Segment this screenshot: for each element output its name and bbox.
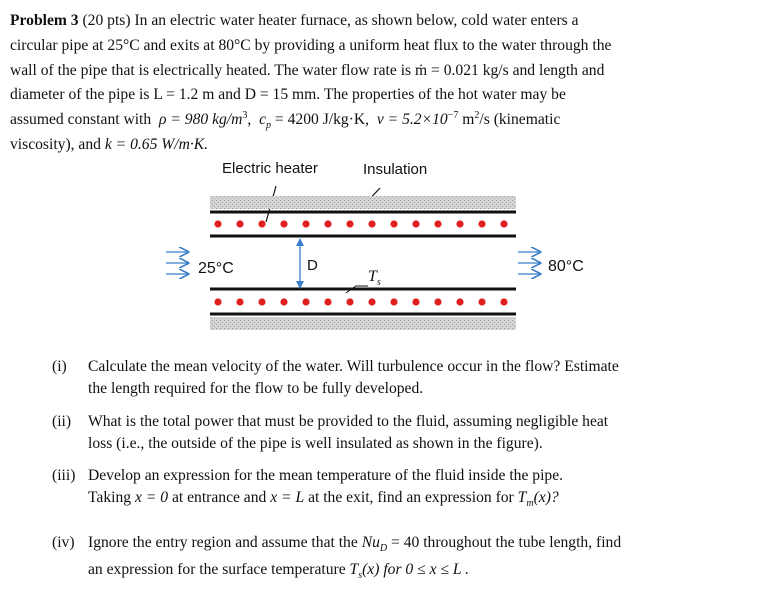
conductivity-value: k = 0.65 W/m·K. [104, 135, 209, 153]
q4-ts-symbol: T [349, 561, 359, 578]
heater-dot [412, 298, 419, 305]
viscosity-unit-exponent: 2 [474, 110, 480, 121]
heater-dot [500, 220, 507, 227]
question-iv [52, 529, 732, 583]
viscosity-tail: /s (kinematic [479, 111, 561, 129]
heater-dot [368, 298, 375, 305]
q3-text-a: Taking [88, 489, 132, 506]
question-iii [52, 465, 732, 509]
heater-dot [236, 220, 243, 227]
heater-dot [456, 298, 463, 305]
top-heater-dots [214, 220, 507, 227]
q3-text-c: at entrance and [171, 489, 267, 506]
properties-intro: assumed constant with [10, 111, 152, 129]
outlet-temperature: 80°C [548, 258, 584, 275]
statement-text-6: viscosity), and [10, 135, 101, 153]
q3-tm-subscript: m [526, 498, 534, 510]
statement-line-5: assumed constant with ρ = 980 $kg/m^3$, $c_p = 4200$ J/kg·K, $\nu = 5.2\times 10^{-7}$ $m^2/s$ (kinematic [10, 110, 561, 132]
q3-tm-symbol: T [517, 489, 527, 506]
q4-nu-symbol: Nu [361, 534, 380, 551]
question-i [52, 356, 732, 400]
problem-points: (20 pts) [82, 12, 131, 29]
bottom-heater-dots [214, 298, 507, 305]
heater-dot [214, 220, 221, 227]
question-line [88, 487, 732, 509]
diameter-label: D [307, 257, 318, 274]
heater-dot [478, 298, 485, 305]
heater-dot [368, 220, 375, 227]
cp-subscript: p [266, 120, 272, 132]
heater-dot [258, 298, 265, 305]
statement-line-3: wall of the pipe that is electrically heated. The water flow rate is ṁ = 0.021 kg/s and length and [10, 61, 605, 79]
question-line: loss (i.e., the outside of the pipe is well insulated as shown in the figure). [88, 435, 543, 452]
question-line [88, 529, 732, 556]
statement-line-2: circular pipe at 25°C and exits at 80°C by providing a uniform heat flux to the water through the [10, 36, 612, 54]
statement-text-1: In an electric water heater furnace, as shown below, cold water enters a [134, 12, 579, 29]
heater-dot [412, 220, 419, 227]
surface-temp-symbol: T [368, 268, 377, 285]
surface-temp-subscript: s [376, 277, 381, 289]
question-line [88, 556, 732, 583]
top-insulation [210, 196, 516, 209]
q4-text-a: Ignore the entry region and assume that the [88, 534, 358, 551]
inlet-temperature: 25°C [198, 260, 234, 277]
heater-dot [280, 298, 287, 305]
q3-entrance-expr: x = 0 [135, 489, 169, 506]
heater-dot [214, 298, 221, 305]
question-line: the length required for the flow to be fully developed. [88, 380, 424, 397]
q3-exit-expr: x = L [270, 489, 305, 506]
bottom-insulation [210, 317, 516, 330]
question-ii [52, 411, 732, 455]
label-insulation: Insulation [363, 161, 428, 178]
question-number: (iv) [52, 534, 75, 551]
viscosity-value: ν = 5.2×10 [376, 111, 448, 129]
heater-dot [324, 298, 331, 305]
heater-dot [302, 220, 309, 227]
q4-ts-range: (x) for 0 ≤ x ≤ L . [362, 561, 470, 578]
heater-dot [390, 298, 397, 305]
q4-text-c: = 40 throughout the tube length, find [387, 534, 622, 551]
q4-text-d: an expression for the surface temperature [88, 561, 346, 578]
density-exponent: 3 [242, 110, 248, 121]
heater-dot [236, 298, 243, 305]
heater-dot [456, 220, 463, 227]
question-line: Develop an expression for the mean temperature of the fluid inside the pipe. [88, 467, 564, 484]
question-line: Calculate the mean velocity of the water. Will turbulence occur in the flow? Estimate [88, 358, 619, 375]
outlet-flow-arrows [518, 252, 540, 274]
q3-tm-arg: (x)? [533, 489, 559, 506]
inlet-flow-arrows [166, 252, 188, 274]
viscosity-unit: m [458, 111, 475, 129]
heater-dot [280, 220, 287, 227]
heater-dot [478, 220, 485, 227]
heater-dot [500, 298, 507, 305]
question-line: What is the total power that must be provided to the fluid, assuming negligible heat [88, 413, 609, 430]
heater-dot [324, 220, 331, 227]
heater-dot [434, 220, 441, 227]
heater-dot [390, 220, 397, 227]
heater-dot [346, 220, 353, 227]
q3-text-e: at the exit, find an expression for [308, 489, 514, 506]
density-value: ρ = 980 kg/m [159, 111, 243, 129]
question-number: (iii) [52, 467, 76, 484]
q4-ts-subscript: s [358, 570, 363, 582]
viscosity-exponent: −7 [447, 110, 459, 121]
cp-value: = 4200 J/kg·K, [271, 111, 370, 129]
problem-title: Problem 3 [10, 12, 79, 29]
cp-symbol: c [259, 111, 267, 129]
label-electric-heater: Electric heater [222, 160, 318, 177]
surface-temp-label [368, 268, 381, 289]
question-number: (i) [52, 358, 67, 375]
heater-dot [346, 298, 353, 305]
q4-nu-subscript: D [379, 543, 388, 555]
statement-line-4: diameter of the pipe is L = 1.2 m and D = 15 mm. The properties of the hot water may be [10, 86, 566, 104]
heater-dot [258, 220, 265, 227]
heater-dot [302, 298, 309, 305]
diameter-arrowhead-top-icon [296, 238, 304, 246]
heater-dot [434, 298, 441, 305]
question-number: (ii) [52, 413, 72, 430]
